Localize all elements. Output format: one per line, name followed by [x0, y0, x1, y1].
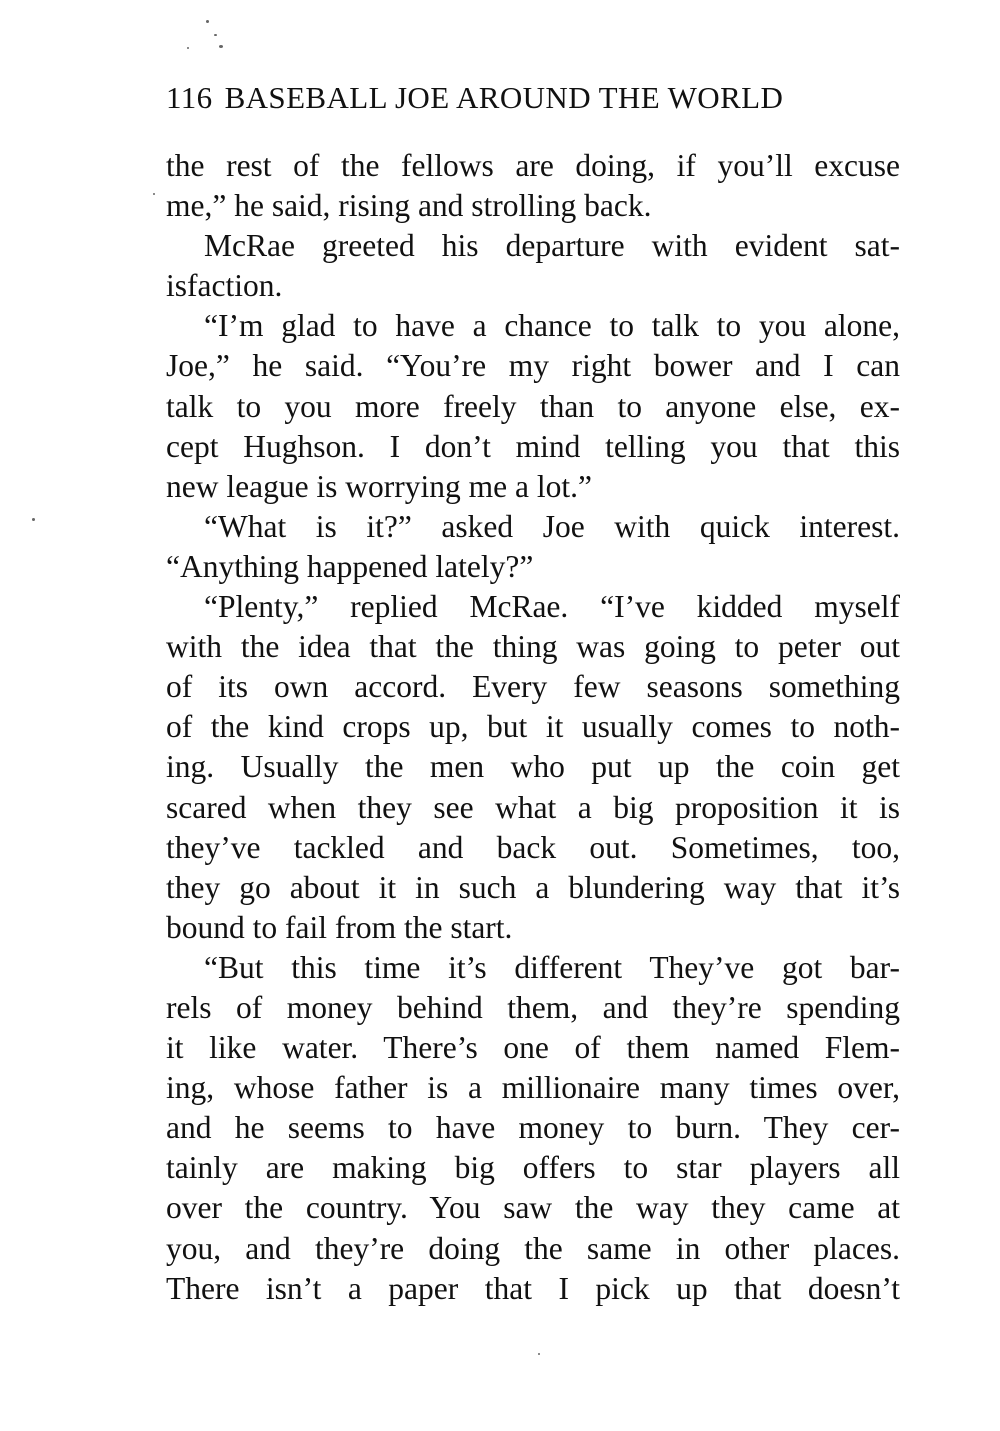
text-line: ing, whose father is a millionaire many times over, — [166, 1070, 900, 1106]
text-line: they’ve tackled and back out. Sometimes, too, — [166, 829, 900, 865]
text-line: cept Hughson. I don’t mind telling you that this — [166, 428, 900, 464]
print-speck — [187, 47, 189, 49]
print-speck — [219, 45, 223, 48]
text-line: talk to you more freely than to anyone else, ex- — [166, 388, 900, 424]
text-line: of its own accord. Every few seasons something — [166, 669, 900, 705]
text-line: “Anything happened lately?” — [166, 548, 534, 584]
text-line: McRae greeted his departure with evident sat- — [204, 228, 900, 264]
print-speck — [214, 34, 217, 36]
text-line: “But this time it’s different They’ve got bar- — [204, 949, 900, 985]
text-line: “I’m glad to have a chance to talk to you alone, — [204, 308, 900, 344]
text-line: me,” he said, rising and strolling back. — [166, 188, 652, 224]
text-line: they go about it in such a blundering way that it’s — [166, 869, 900, 905]
text-line: rels of money behind them, and they’re spending — [166, 989, 900, 1025]
text-line: “What is it?” asked Joe with quick interest. — [204, 508, 900, 544]
print-speck — [206, 20, 209, 23]
running-head — [166, 78, 906, 118]
text-line: bound to fail from the start. — [166, 909, 513, 945]
text-line: isfaction. — [166, 268, 283, 304]
print-speck — [153, 193, 155, 195]
text-line: There isn’t a paper that I pick up that doesn’t — [166, 1270, 900, 1306]
body-text — [166, 146, 900, 1309]
text-line: new league is worrying me a lot.” — [166, 468, 592, 504]
running-head-title: BASEBALL JOE AROUND THE WORLD — [224, 80, 784, 115]
text-line: of the kind crops up, but it usually comes to noth- — [166, 709, 900, 745]
page-number: 116 — [166, 80, 213, 115]
text-line: over the country. You saw the way they came at — [166, 1190, 900, 1226]
text-line: the rest of the fellows are doing, if you’ll excuse — [166, 148, 900, 183]
text-line: with the idea that the thing was going to peter out — [166, 629, 900, 665]
text-line: Joe,” he said. “You’re my right bower and I can — [166, 348, 900, 384]
text-line: tainly are making big offers to star players all — [166, 1150, 900, 1186]
text-line: ing. Usually the men who put up the coin get — [166, 749, 900, 785]
text-line: “Plenty,” replied McRae. “I’ve kidded myself — [204, 589, 900, 625]
text-line: it like water. There’s one of them named Flem- — [166, 1030, 900, 1066]
print-speck — [32, 518, 35, 521]
text-line: you, and they’re doing the same in other places. — [166, 1230, 900, 1266]
text-line: and he seems to have money to burn. They cer- — [166, 1110, 900, 1146]
text-line: scared when they see what a big proposition it is — [166, 789, 900, 825]
print-speck — [538, 1353, 540, 1355]
